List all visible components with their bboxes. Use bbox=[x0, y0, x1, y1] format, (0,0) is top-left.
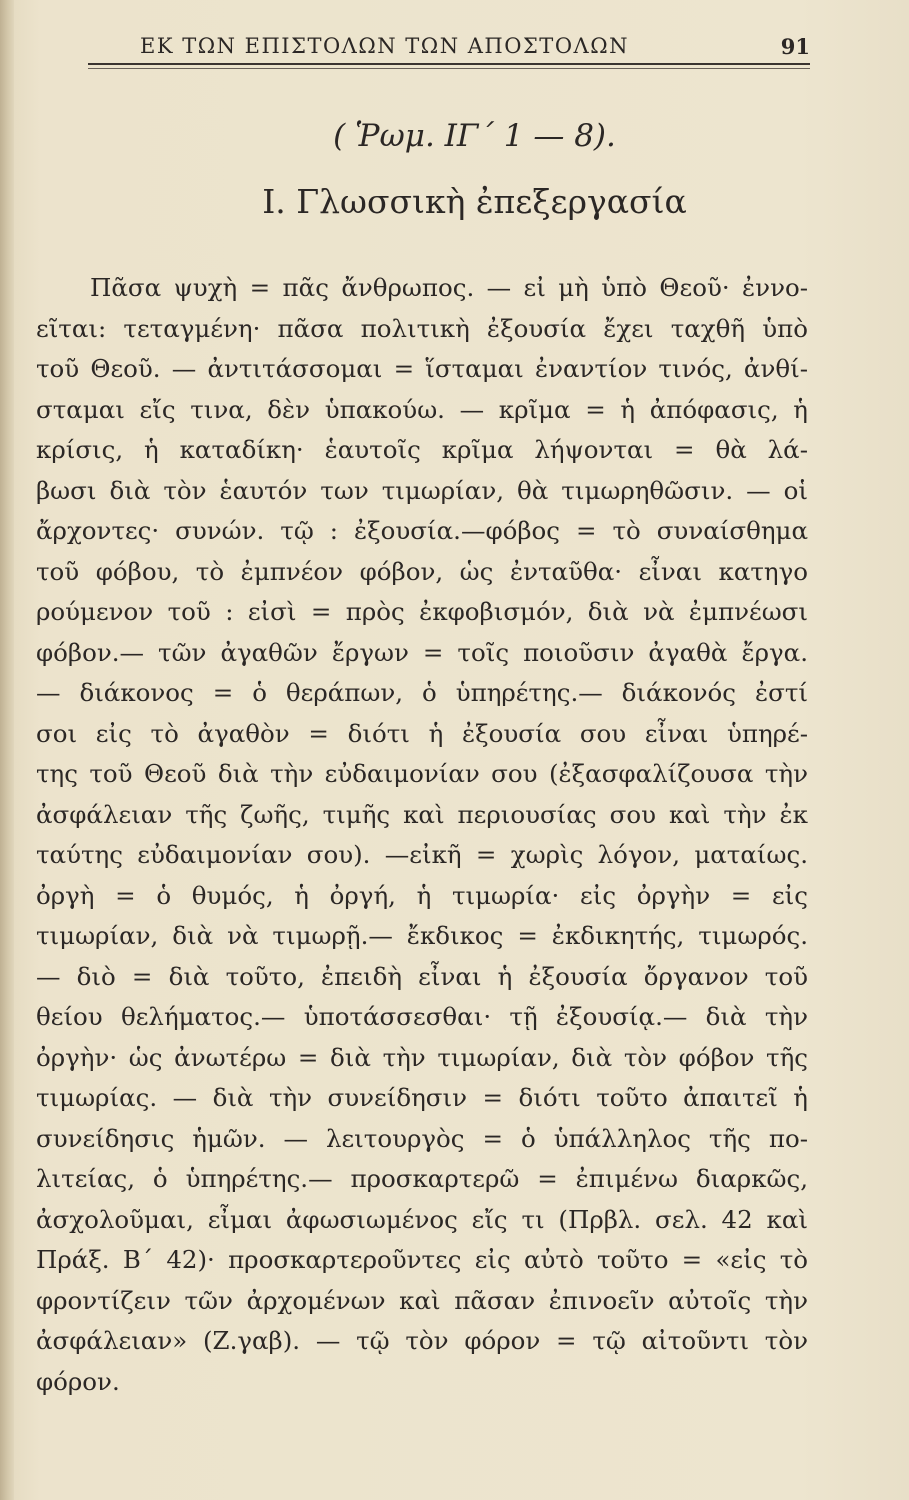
text-line: τιμωρίαν, διὰ νὰ τιμωρῇ.— ἔκδικος = ἐκδικητής, τιμωρός. bbox=[36, 921, 808, 950]
text-line: Πράξ. Β΄ 42)· προσκαρτεροῦντες εἰς αὐτὸ τοῦτο = «εἰς τὸ bbox=[36, 1245, 808, 1274]
text-line: σοι εἰς τὸ ἀγαθὸν = διότι ἡ ἐξουσία σου εἶναι ὑπηρέ- bbox=[36, 718, 808, 748]
header-rule bbox=[88, 63, 810, 65]
text-line: ταύτης εὐδαιμονίαν σου). —εἰκῆ = χωρὶς λόγον, ματαίως. bbox=[36, 840, 808, 869]
text-line: ρούμενον τοῦ : εἰσὶ = πρὸς ἐκφοβισμόν, διὰ νὰ ἐμπνέωσι bbox=[36, 597, 808, 626]
text-line: — διὸ = διὰ τοῦτο, ἐπειδὴ εἶναι ἡ ἐξουσία ὄργανον τοῦ bbox=[36, 961, 808, 991]
text-line: — διάκονος = ὁ θεράπων, ὁ ὑπηρέτης.— διάκονός ἐστί bbox=[36, 678, 808, 707]
scripture-reference: ( Ῥωμ. ΙΓ΄ 1 — 8). bbox=[333, 118, 616, 154]
text-line: εῖται: τεταγμένη· πᾶσα πολιτικὴ ἐξουσία ἔχει ταχθῆ ὑπὸ bbox=[36, 313, 808, 343]
body-text bbox=[36, 268, 808, 1402]
text-line: τοῦ Θεοῦ. — ἀντιτάσσομαι = ἵσταμαι ἐναντίον τινός, ἀνθί- bbox=[36, 354, 808, 383]
page-header bbox=[80, 28, 810, 68]
page-number: 91 bbox=[780, 34, 810, 59]
text-line: κρίσις, ἡ καταδίκη· ἑαυτοῖς κρῖμα λήψονται = θὰ λά- bbox=[36, 435, 808, 464]
text-line: σταμαι εἴς τινα, δὲν ὑπακούω. — κρῖμα = ἡ ἀπόφασις, ἡ bbox=[36, 394, 808, 424]
text-line: φόβον.— τῶν ἀγαθῶν ἔργων = τοῖς ποιοῦσιν ἀγαθὰ ἔργα. bbox=[36, 637, 808, 667]
text-line: φόρον. bbox=[36, 1366, 120, 1396]
text-line: τοῦ φόβου, τὸ ἐμπνέον φόβον, ὡς ἐνταῦθα· εἶναι κατηγο bbox=[36, 556, 808, 586]
text-line: της τοῦ Θεοῦ διὰ τὴν εὐδαιμονίαν σου (ἐξασφαλίζουσα τὴν bbox=[36, 759, 808, 788]
text-line: Πᾶσα ψυχὴ = πᾶς ἄνθρωπος. — εἰ μὴ ὑπὸ Θεοῦ· ἐννο- bbox=[90, 273, 808, 302]
text-line: βωσι διὰ τὸν ἑαυτόν των τιμωρίαν, θὰ τιμωρηθῶσιν. — οἱ bbox=[36, 475, 808, 505]
text-line: ὀργὴν· ὡς ἀνωτέρω = διὰ τὴν τιμωρίαν, διὰ τὸν φόβον τῆς bbox=[36, 1042, 808, 1072]
text-line: συνείδησις ἡμῶν. — λειτουργὸς = ὁ ὑπάλληλος τῆς πο- bbox=[36, 1123, 808, 1153]
text-line: λιτείας, ὁ ὑπηρέτης.— προσκαρτερῶ = ἐπιμένω διαρκῶς, bbox=[36, 1164, 808, 1193]
section-heading: I. Γλωσσικὴ ἐπεξεργασία bbox=[262, 182, 687, 221]
binding-gutter bbox=[0, 0, 14, 1500]
text-line: ἀσχολοῦμαι, εἶμαι ἀφωσιωμένος εἴς τι (Πρβλ. σελ. 42 καὶ bbox=[36, 1204, 808, 1234]
header-rule-thin bbox=[88, 68, 810, 69]
text-line: τιμωρίας. — διὰ τὴν συνείδησιν = διότι τοῦτο ἀπαιτεῖ ἡ bbox=[36, 1083, 808, 1112]
text-line: φροντίζειν τῶν ἀρχομένων καὶ πᾶσαν ἐπινοεῖν αὐτοῖς τὴν bbox=[36, 1285, 808, 1315]
text-line: θείου θελήματος.— ὑποτάσσεσθαι· τῇ ἐξουσίᾳ.— διὰ τὴν bbox=[36, 1002, 808, 1031]
text-line: ἀσφάλειαν τῆς ζωῆς, τιμῆς καὶ περιουσίας σου καὶ τὴν ἐκ bbox=[36, 799, 808, 829]
text-line: ἀσφάλειαν» (Ζ.γαβ). — τῷ τὸν φόρον = τῷ αἰτοῦντι τὸν bbox=[36, 1326, 808, 1355]
running-head: ΕΚ ΤΩΝ ΕΠΙΣΤΟΛΩΝ ΤΩΝ ΑΠΟΣΤΟΛΩΝ bbox=[140, 34, 629, 58]
text-line: ἄρχοντες· συνών. τῷ : ἐξουσία.—φόβος = τὸ συναίσθημα bbox=[36, 516, 808, 545]
text-line: ὀργὴ = ὁ θυμός, ἡ ὀργή, ἡ τιμωρία· εἰς ὀργὴν = εἰς bbox=[36, 880, 808, 910]
